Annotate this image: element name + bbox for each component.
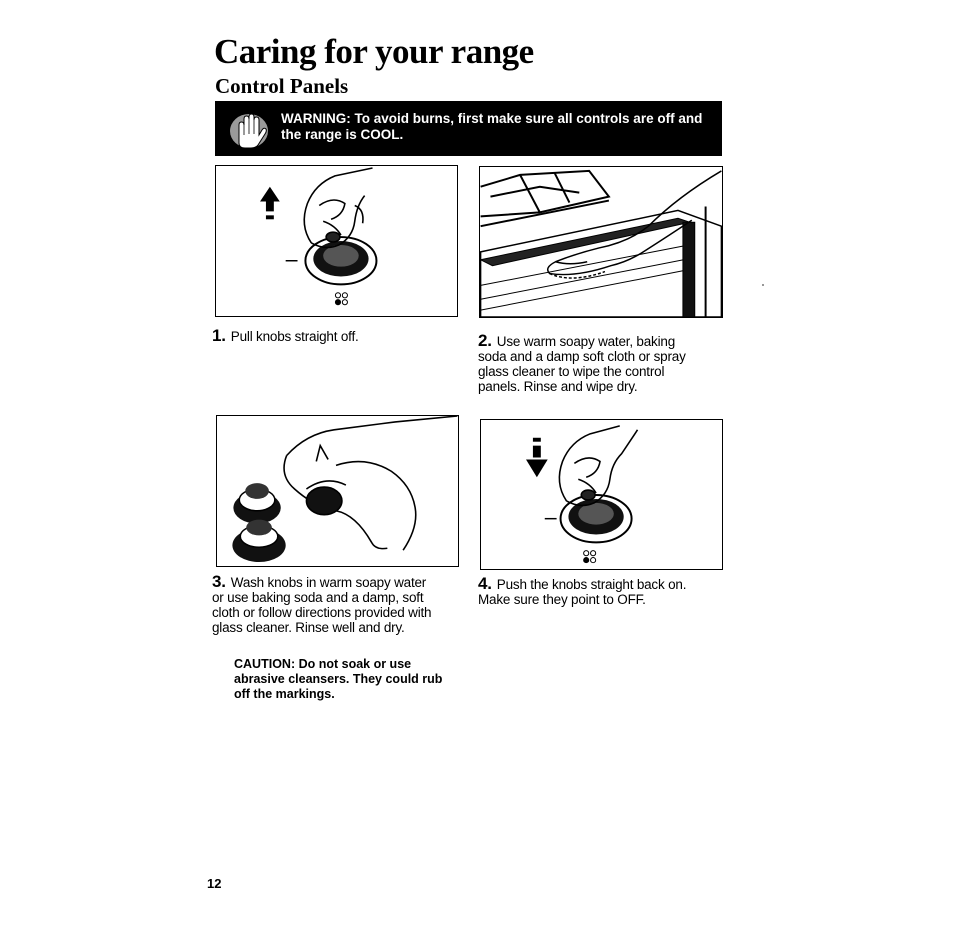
position-marks-icon — [335, 293, 347, 305]
caution-note: CAUTION: Do not soak or use abrasive cleansers. They could rub off the markings. — [234, 657, 443, 701]
step-number: 3. — [212, 572, 226, 591]
step-4-illustration — [480, 419, 723, 570]
section-title: Control Panels — [215, 74, 349, 98]
page-number: 12 — [207, 876, 222, 891]
step-3 — [212, 574, 437, 635]
step-2 — [478, 333, 706, 394]
warning-text: WARNING: To avoid burns, first make sure all controls are off and the range is COOL. — [281, 111, 703, 142]
step-text: Use warm soapy water, baking soda and a damp soft cloth or spray glass cleaner to wipe the control panels. Rinse and wipe dry. — [478, 334, 686, 394]
step-text: Pull knobs straight off. — [230, 329, 359, 344]
step-text: Push the knobs straight back on. Make sure they point to OFF. — [478, 577, 687, 607]
warning-banner — [215, 101, 722, 156]
step-2-illustration — [479, 166, 723, 318]
knob-illustration — [233, 483, 280, 523]
step-1 — [212, 328, 442, 344]
step-4 — [478, 576, 718, 607]
position-marks-icon — [584, 551, 596, 563]
hand-illustration — [304, 168, 372, 248]
step-number: 4. — [478, 574, 492, 593]
knob-illustration — [232, 520, 285, 562]
print-speck — [762, 284, 764, 286]
hand-illustration — [559, 426, 637, 506]
hand-stop-icon — [227, 107, 273, 151]
step-3-illustration — [216, 415, 459, 567]
hand-with-cloth — [284, 416, 457, 550]
step-1-illustration — [215, 165, 458, 317]
step-text: Wash knobs in warm soapy water or use baking soda and a damp, soft cloth or follow directions provided with glass cleaner. Rinse well and dry. — [212, 575, 432, 635]
arrow-down-icon — [526, 438, 548, 477]
page-title: Caring for your range — [214, 32, 534, 71]
knob-illustration — [286, 237, 377, 284]
step-number: 1. — [212, 326, 226, 345]
knob-illustration — [545, 495, 632, 542]
step-number: 2. — [478, 331, 492, 350]
arrow-up-icon — [260, 187, 280, 220]
